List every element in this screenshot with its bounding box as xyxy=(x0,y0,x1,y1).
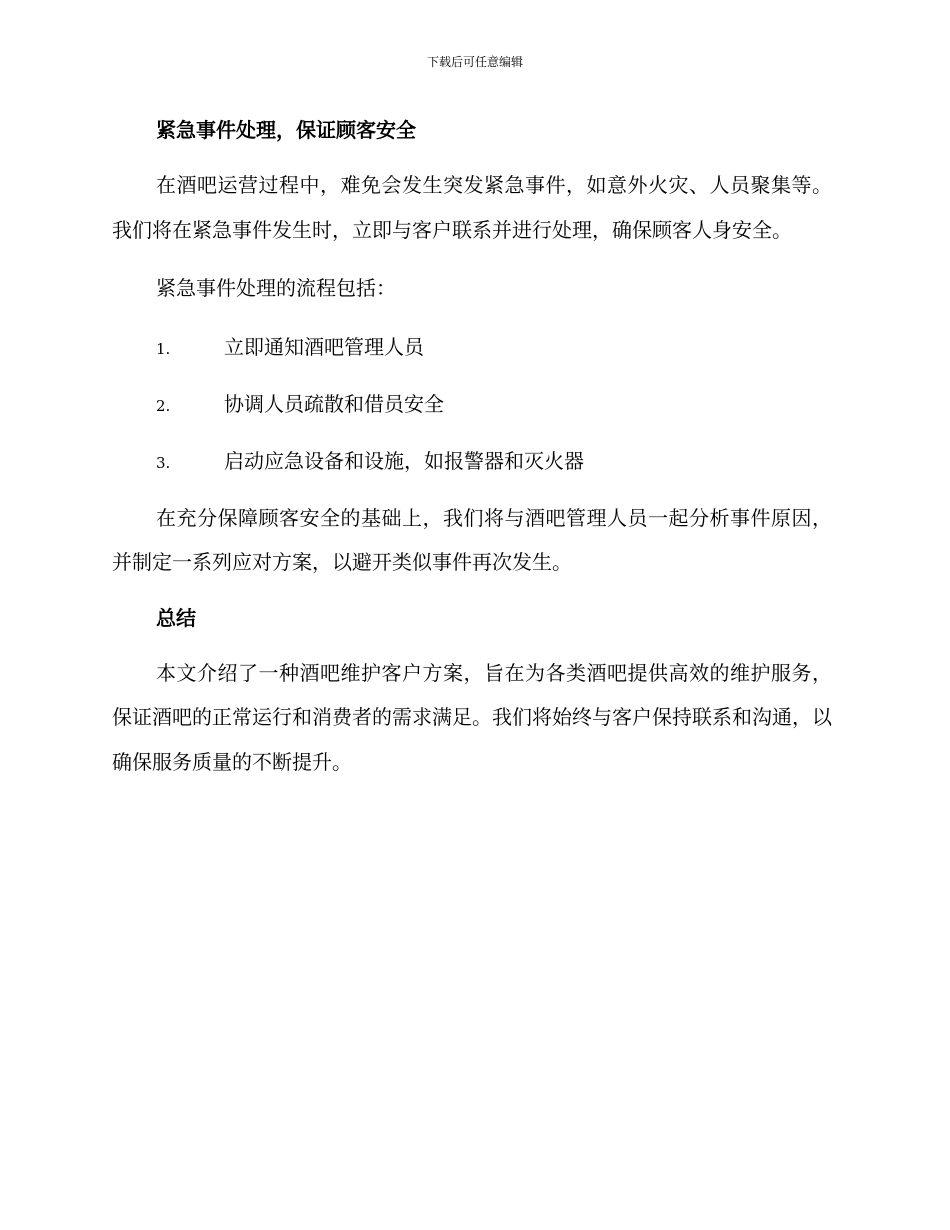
header-note: 下载后可任意编辑 xyxy=(426,55,523,69)
list-item xyxy=(112,325,832,382)
paragraph-emergency-followup: 在充分保障顾客安全的基础上，我们将与酒吧管理人员一起分析事件原因，并制定一系列应对方案，以避开类似事件再次发生。 xyxy=(112,505,832,574)
list-item xyxy=(112,382,832,439)
list-item-text: 立即通知酒吧管理人员 xyxy=(224,334,424,359)
list-item-text: 协调人员疏散和借员安全 xyxy=(224,391,444,416)
list-item-number: 1. xyxy=(156,339,171,358)
list-item-number: 3. xyxy=(156,453,171,472)
list-item-number: 2. xyxy=(156,396,171,415)
section-heading-summary: 总结 xyxy=(156,605,196,630)
list-item-text: 启动应急设备和设施，如报警器和灭火器 xyxy=(224,448,584,473)
process-list xyxy=(112,325,832,496)
paragraph-emergency-intro: 在酒吧运营过程中，难免会发生突发紧急事件，如意外火灾、人员聚集等。我们将在紧急事件发生时，立即与客户联系并进行处理，确保顾客人身安全。 xyxy=(112,173,832,242)
document-body xyxy=(112,110,832,784)
paragraph-process-intro: 紧急事件处理的流程包括： xyxy=(156,276,396,300)
section-heading-emergency: 紧急事件处理，保证顾客安全 xyxy=(156,118,416,142)
paragraph-summary: 本文介绍了一种酒吧维护客户方案，旨在为各类酒吧提供高效的维护服务，保证酒吧的正常运行和消费者的需求满足。我们将始终与客户保持联系和沟通，以确保服务质量的不断提升。 xyxy=(112,660,832,774)
list-item xyxy=(112,439,832,496)
